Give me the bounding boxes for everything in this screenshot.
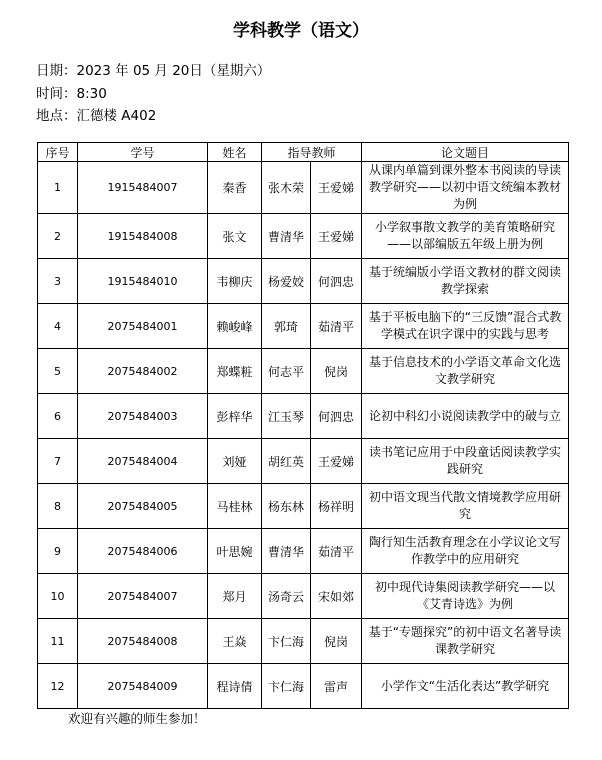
advisor-1: 郭琦 bbox=[262, 304, 311, 349]
student-id: 2075484009 bbox=[78, 664, 208, 709]
thesis-topic: 基于统编版小学语文教材的群文阅读教学探索 bbox=[362, 259, 569, 304]
table-row bbox=[38, 259, 569, 304]
student-name: 赖峻峰 bbox=[208, 304, 262, 349]
advisor-1: 胡红英 bbox=[262, 439, 311, 484]
advisor-1: 江玉琴 bbox=[262, 394, 311, 439]
thesis-topic: 读书笔记应用于中段童话阅读教学实践研究 bbox=[362, 439, 569, 484]
advisor-2: 王爱娣 bbox=[311, 214, 362, 259]
thesis-topic: 从课内单篇到课外整本书阅读的导读教学研究——以初中语文统编本教材为例 bbox=[362, 162, 569, 214]
row-number: 11 bbox=[38, 619, 78, 664]
row-number: 5 bbox=[38, 349, 78, 394]
page-title: 学科教学（语文） bbox=[233, 21, 369, 41]
row-number: 7 bbox=[38, 439, 78, 484]
advisor-2: 王爱娣 bbox=[311, 439, 362, 484]
student-id: 1915484010 bbox=[78, 259, 208, 304]
table-row bbox=[38, 439, 569, 484]
table-row bbox=[38, 162, 569, 214]
thesis-topic: 基于平板电脑下的“三反馈”混合式教学模式在识字课中的实践与思考 bbox=[362, 304, 569, 349]
student-id: 2075484006 bbox=[78, 529, 208, 574]
row-number: 9 bbox=[38, 529, 78, 574]
advisor-2: 宋如郊 bbox=[311, 574, 362, 619]
advisor-2: 何泗忠 bbox=[311, 394, 362, 439]
thesis-topic: 陶行知生活教育理念在小学议论文写作教学中的应用研究 bbox=[362, 529, 569, 574]
row-number: 4 bbox=[38, 304, 78, 349]
advisor-2: 杨祥明 bbox=[311, 484, 362, 529]
student-id: 2075484001 bbox=[78, 304, 208, 349]
row-number: 6 bbox=[38, 394, 78, 439]
row-number: 3 bbox=[38, 259, 78, 304]
advisor-1: 杨东林 bbox=[262, 484, 311, 529]
advisor-1: 张木荣 bbox=[262, 162, 311, 214]
header-topic: 论文题目 bbox=[362, 143, 569, 162]
table-row bbox=[38, 664, 569, 709]
place-line: 地点：汇德楼 A402 bbox=[36, 108, 157, 124]
row-number: 12 bbox=[38, 664, 78, 709]
table-row bbox=[38, 304, 569, 349]
advisor-1: 汤奇云 bbox=[262, 574, 311, 619]
header-student-id: 学号 bbox=[78, 143, 208, 162]
thesis-topic: 小学叙事散文教学的美育策略研究——以部编版五年级上册为例 bbox=[362, 214, 569, 259]
student-id: 1915484007 bbox=[78, 162, 208, 214]
student-id: 2075484008 bbox=[78, 619, 208, 664]
footer-note: 欢迎有兴趣的师生参加！ bbox=[68, 711, 206, 726]
time-line: 时间：8:30 bbox=[36, 86, 107, 102]
advisor-1: 曹清华 bbox=[262, 529, 311, 574]
student-name: 马桂林 bbox=[208, 484, 262, 529]
advisor-1: 杨爱姣 bbox=[262, 259, 311, 304]
header-no: 序号 bbox=[38, 143, 78, 162]
advisor-2: 倪岗 bbox=[311, 349, 362, 394]
schedule-table bbox=[37, 142, 569, 709]
row-number: 2 bbox=[38, 214, 78, 259]
student-name: 郑蝶粧 bbox=[208, 349, 262, 394]
student-name: 秦香 bbox=[208, 162, 262, 214]
advisor-2: 倪岗 bbox=[311, 619, 362, 664]
thesis-topic: 论初中科幻小说阅读教学中的破与立 bbox=[362, 394, 569, 439]
student-name: 叶思婉 bbox=[208, 529, 262, 574]
student-id: 2075484007 bbox=[78, 574, 208, 619]
student-id: 2075484003 bbox=[78, 394, 208, 439]
table-row bbox=[38, 529, 569, 574]
advisor-1: 曹清华 bbox=[262, 214, 311, 259]
advisor-1: 卞仁海 bbox=[262, 664, 311, 709]
advisor-2: 茹清平 bbox=[311, 304, 362, 349]
advisor-2: 何泗忠 bbox=[311, 259, 362, 304]
student-name: 韦柳庆 bbox=[208, 259, 262, 304]
row-number: 10 bbox=[38, 574, 78, 619]
row-number: 8 bbox=[38, 484, 78, 529]
student-id: 2075484004 bbox=[78, 439, 208, 484]
student-id: 2075484005 bbox=[78, 484, 208, 529]
date-line: 日期：2023 年 05 月 20日（星期六） bbox=[36, 63, 271, 79]
header-advisor: 指导教师 bbox=[262, 143, 362, 162]
header-name: 姓名 bbox=[208, 143, 262, 162]
table-body bbox=[38, 162, 569, 709]
thesis-topic: 基于信息技术的小学语文革命文化选文教学研究 bbox=[362, 349, 569, 394]
advisor-2: 王爱娣 bbox=[311, 162, 362, 214]
table-row bbox=[38, 574, 569, 619]
student-name: 彭梓华 bbox=[208, 394, 262, 439]
student-name: 王焱 bbox=[208, 619, 262, 664]
student-name: 郑月 bbox=[208, 574, 262, 619]
thesis-topic: 初中语文现当代散文情境教学应用研究 bbox=[362, 484, 569, 529]
student-id: 1915484008 bbox=[78, 214, 208, 259]
thesis-topic: 基于“专题探究”的初中语文名著导读课教学研究 bbox=[362, 619, 569, 664]
advisor-2: 茹清平 bbox=[311, 529, 362, 574]
table-row bbox=[38, 619, 569, 664]
row-number: 1 bbox=[38, 162, 78, 214]
table-row bbox=[38, 349, 569, 394]
advisor-1: 何志平 bbox=[262, 349, 311, 394]
advisor-1: 卞仁海 bbox=[262, 619, 311, 664]
table-row bbox=[38, 484, 569, 529]
table-row bbox=[38, 394, 569, 439]
student-name: 张文 bbox=[208, 214, 262, 259]
student-name: 刘娅 bbox=[208, 439, 262, 484]
student-id: 2075484002 bbox=[78, 349, 208, 394]
table-header-row bbox=[38, 143, 569, 162]
thesis-topic: 小学作文“生活化表达”教学研究 bbox=[362, 664, 569, 709]
thesis-topic: 初中现代诗集阅读教学研究——以《艾青诗选》为例 bbox=[362, 574, 569, 619]
table-row bbox=[38, 214, 569, 259]
advisor-2: 雷声 bbox=[311, 664, 362, 709]
student-name: 程诗倩 bbox=[208, 664, 262, 709]
